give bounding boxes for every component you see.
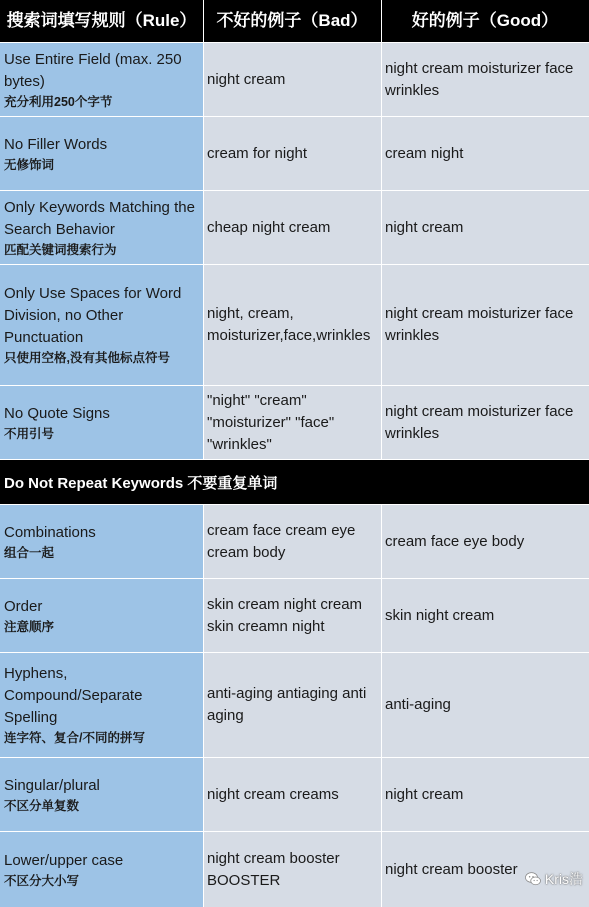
bad-example: cream for night [204, 117, 381, 190]
rule-cell [0, 758, 203, 831]
rule-cell [0, 579, 203, 652]
table-row [0, 758, 589, 831]
rule-chinese: 只使用空格,没有其他标点符号 [4, 351, 170, 365]
rule-english: Combinations [4, 523, 96, 541]
rule-chinese: 不区分大小写 [4, 873, 80, 888]
good-example: night cream moisturizer face wrinkles [382, 386, 589, 459]
rule-chinese: 匹配关键词搜索行为 [4, 242, 117, 257]
rule-english: No Filler Words [4, 135, 108, 153]
good-example: anti-aging [382, 653, 589, 757]
watermark-text: Kris浩 [544, 871, 583, 887]
header-rule: 搜索词填写规则（Rule） [0, 0, 203, 42]
rule-chinese: 无修饰词 [4, 157, 55, 172]
rule-english: No Quote Signs [4, 404, 110, 422]
table-row [0, 386, 589, 459]
good-example: cream face eye body [382, 505, 589, 578]
watermark [524, 869, 583, 889]
rule-english: Use Entire Field (max. 250 bytes) [4, 50, 182, 90]
good-example: night cream [382, 191, 589, 264]
bad-example: "night" "cream" "moisturizer" "face" "wrinkles" [204, 386, 381, 459]
bad-example: night, cream, moisturizer,face,wrinkles [204, 265, 381, 385]
rule-cell [0, 386, 203, 459]
rule-cell [0, 191, 203, 264]
table-row [0, 43, 589, 116]
rule-cell [0, 117, 203, 190]
table-row [0, 653, 589, 757]
good-example: night cream moisturizer face wrinkles [382, 43, 589, 116]
good-example: cream night [382, 117, 589, 190]
rule-chinese: 不用引号 [4, 426, 55, 441]
rule-cell [0, 265, 203, 385]
rule-english: Singular/plural [4, 776, 100, 794]
section-title: Do Not Repeat Keywords 不要重复单词 [0, 460, 589, 504]
wechat-icon [524, 870, 542, 888]
bad-example: night cream creams [204, 758, 381, 831]
rule-chinese: 连字符、复合/不同的拼写 [4, 731, 145, 745]
bad-example: night cream booster BOOSTER [204, 832, 381, 907]
table-header [0, 0, 589, 42]
bad-example: anti-aging antiaging anti aging [204, 653, 381, 757]
table-row [0, 265, 589, 385]
good-example: night cream [382, 758, 589, 831]
rule-english: Only Keywords Matching the Search Behavior [4, 198, 195, 238]
rule-chinese: 组合一起 [4, 545, 55, 560]
rule-cell [0, 505, 203, 578]
rule-english: Order [4, 597, 43, 615]
good-example: skin night cream [382, 579, 589, 652]
table-row [0, 579, 589, 652]
table-row [0, 191, 589, 264]
bad-example: cream face cream eye cream body [204, 505, 381, 578]
good-example: night cream booster [382, 832, 589, 907]
rule-english: Only Use Spaces for Word Division, no Other Punctuation [4, 285, 182, 346]
good-example: night cream moisturizer face wrinkles [382, 265, 589, 385]
header-good: 好的例子（Good） [382, 0, 589, 42]
bad-example: cheap night cream [204, 191, 381, 264]
bad-example: skin cream night cream skin creamn night [204, 579, 381, 652]
header-bad: 不好的例子（Bad） [204, 0, 381, 42]
rule-chinese: 不区分单复数 [4, 798, 80, 813]
table-row [0, 117, 589, 190]
rule-chinese: 充分利用250个字节 [4, 94, 113, 109]
table-row [0, 832, 589, 907]
rule-chinese: 注意顺序 [4, 619, 55, 634]
rule-cell [0, 43, 203, 116]
bad-example: night cream [204, 43, 381, 116]
rule-cell [0, 653, 203, 757]
table-row [0, 505, 589, 578]
rule-english: Lower/upper case [4, 851, 124, 869]
rule-cell [0, 832, 203, 907]
rule-english: Hyphens, Compound/Separate Spelling [4, 665, 143, 726]
